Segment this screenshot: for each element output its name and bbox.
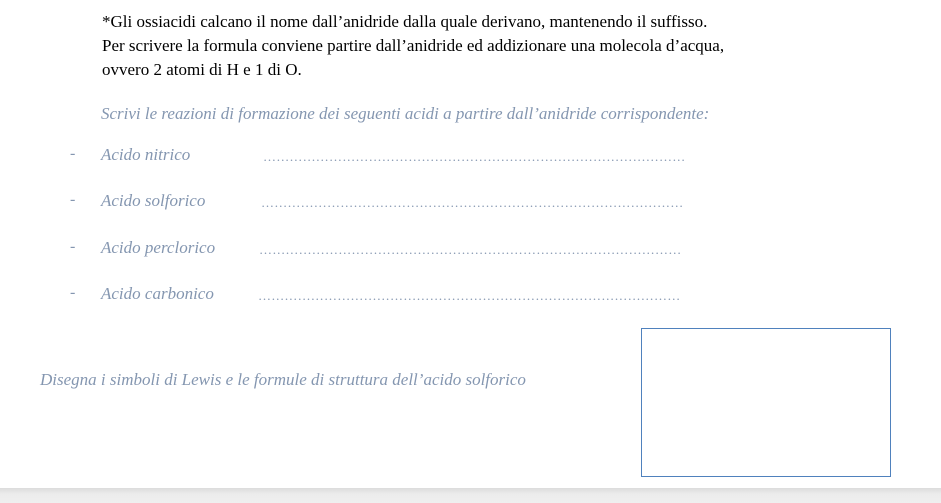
- acid-label: Acido solforico: [101, 191, 206, 210]
- acid-item-carbonico: [0, 284, 941, 308]
- acid-label: Acido nitrico: [101, 145, 191, 164]
- acid-item-nitrico: [0, 145, 941, 169]
- answer-dotted-line[interactable]: ……………………………………………………………………………………: [259, 242, 682, 257]
- note-line-2: Per scrivere la formula conviene partire dall’anidride ed addizionare una molecola d’acqua,: [102, 36, 725, 55]
- acid-label: Acido perclorico: [101, 238, 216, 257]
- lewis-drawing-box[interactable]: [641, 328, 891, 477]
- exercise-instruction: Scrivi le reazioni di formazione dei seguenti acidi a partire dall’anidride corrispondente:: [101, 104, 710, 123]
- page-bottom-shadow: [0, 488, 941, 503]
- answer-dotted-line[interactable]: ……………………………………………………………………………………: [261, 195, 684, 210]
- note-line-3: ovvero 2 atomi di H e 1 di O.: [102, 60, 302, 79]
- answer-dotted-line[interactable]: ……………………………………………………………………………………: [263, 149, 686, 164]
- acid-item-perclorico: [0, 238, 941, 262]
- list-dash: -: [70, 191, 76, 208]
- note-line-1: *Gli ossiacidi calcano il nome dall’anidride dalla quale derivano, mantenendo il suffisso.: [102, 12, 708, 31]
- answer-dotted-line[interactable]: ……………………………………………………………………………………: [258, 288, 681, 303]
- list-dash: -: [70, 145, 76, 162]
- list-dash: -: [70, 284, 76, 301]
- acid-label: Acido carbonico: [101, 284, 214, 303]
- list-dash: -: [70, 238, 76, 255]
- lewis-structure-prompt: Disegna i simboli di Lewis e le formule di struttura dell’acido solforico: [40, 370, 526, 389]
- acid-item-solforico: [0, 191, 941, 215]
